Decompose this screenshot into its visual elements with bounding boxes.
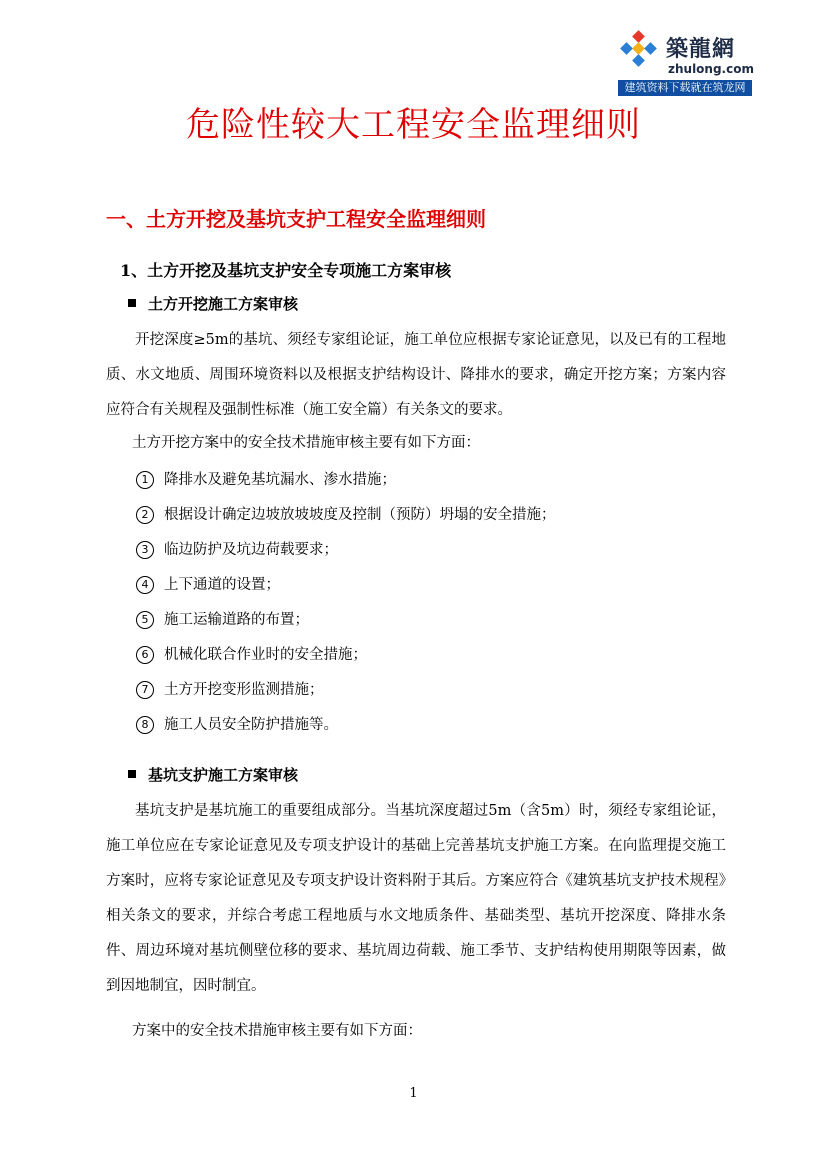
circled-number: 5	[136, 611, 154, 629]
square-bullet-icon	[128, 770, 136, 778]
section-heading: 一、土方开挖及基坑支护工程安全监理细则	[106, 207, 486, 231]
list-item	[136, 573, 556, 608]
logo-chinese-name: 築龍網	[666, 37, 736, 62]
list-item-text: 上下通道的设置；	[164, 577, 280, 593]
list-item	[136, 678, 556, 713]
zhulong-logo	[614, 26, 756, 98]
circled-number: 7	[136, 681, 154, 699]
list-item-text: 根据设计确定边坡放坡坡度及控制（预防）坍塌的安全措施；	[164, 507, 556, 523]
support-paragraph: 基坑支护是基坑施工的重要组成部分。当基坑深度超过5m（含5m）时，须经专家组论证，施工单位应在专家论证意见及专项支护设计的基础上完善基坑支护施工方案。在向监理提交施工方案时，应将专家论证意见及专项支护设计资料附于其后。方案应符合《建筑基坑支护技术规程》相关条文的要求，并综合考虑工程地质与水文地质条件、基础类型、基坑开挖深度、降排水条件、周边环境对基坑侧壁位移的要求、基坑周边荷载、施工季节、支护结构使用期限等因素，做到因地制宜，因时制宜。	[106, 803, 726, 994]
logo-domain: zhulong.com	[668, 62, 754, 76]
circled-number: 8	[136, 716, 154, 734]
circled-number: 1	[136, 471, 154, 489]
circled-number: 3	[136, 541, 154, 559]
earthwork-paragraph: 开挖深度≥5m的基坑、须经专家组论证，施工单位应根据专家论证意见，以及已有的工程地质、水文地质、周围环境资料以及根据支护结构设计、降排水的要求，确定开挖方案；方案内容应符合有关规程及强制性标准（施工安全篇）有关条文的要求。	[106, 332, 726, 418]
list-item-text: 施工人员安全防护措施等。	[164, 717, 338, 733]
list-item	[136, 538, 556, 573]
block-heading-earthwork	[128, 292, 298, 316]
block-heading-label: 基坑支护施工方案审核	[148, 766, 299, 784]
logo-banner: 建筑资料下载就在筑龙网	[618, 80, 752, 96]
list-item	[136, 713, 556, 748]
list-item	[136, 608, 556, 643]
document-title: 危险性较大工程安全监理细则	[186, 105, 641, 145]
circled-number: 2	[136, 506, 154, 524]
list-item-text: 临边防护及坑边荷载要求；	[164, 542, 338, 558]
list-item-text: 机械化联合作业时的安全措施；	[164, 647, 367, 663]
list-item	[136, 643, 556, 678]
list-item-text: 施工运输道路的布置；	[164, 612, 309, 628]
square-bullet-icon	[128, 299, 136, 307]
list-item-text: 土方开挖变形监测措施；	[164, 682, 324, 698]
block-heading-support	[128, 763, 298, 787]
page-number: 1	[409, 1086, 418, 1101]
earthwork-intro: 土方开挖方案中的安全技术措施审核主要有如下方面：	[132, 435, 480, 451]
support-intro: 方案中的安全技术措施审核主要有如下方面：	[132, 1023, 422, 1039]
list-item-text: 降排水及避免基坑漏水、渗水措施；	[164, 472, 396, 488]
list-item	[136, 503, 556, 538]
list-item	[136, 468, 556, 503]
circled-number: 4	[136, 576, 154, 594]
subsection-heading: 1、土方开挖及基坑支护安全专项施工方案审核	[120, 261, 452, 280]
block-heading-label: 土方开挖施工方案审核	[148, 295, 299, 313]
earthwork-measures-list	[136, 468, 556, 748]
circled-number: 6	[136, 646, 154, 664]
zhulong-logo-icon	[618, 30, 658, 70]
